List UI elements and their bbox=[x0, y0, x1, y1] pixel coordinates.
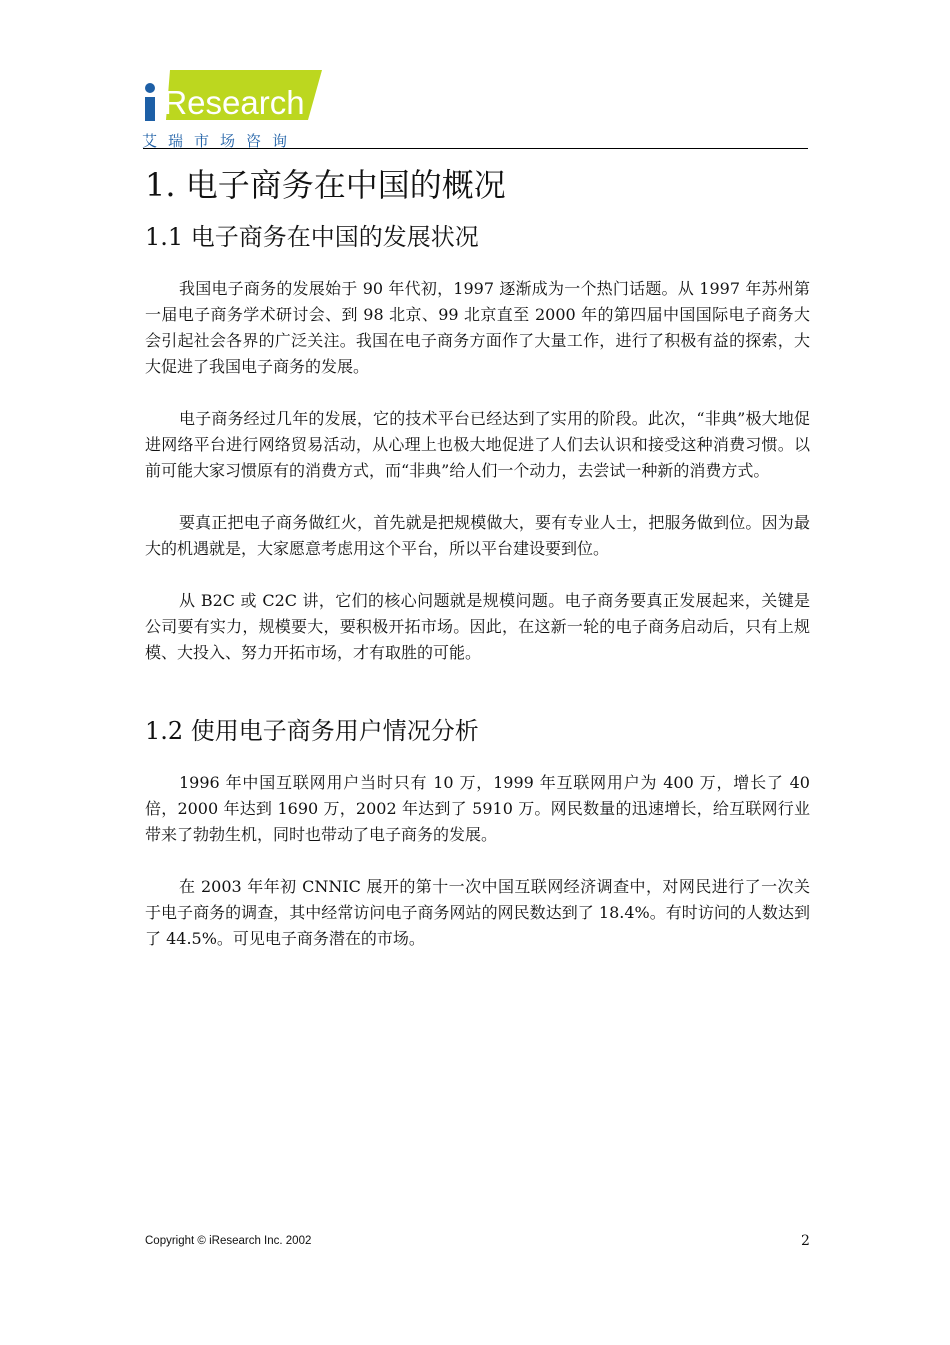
footer-copyright: Copyright © iResearch Inc. 2002 bbox=[145, 1235, 312, 1247]
logo-dot bbox=[145, 83, 155, 93]
section-1-2-title: 1.2 使用电子商务用户情况分析 bbox=[145, 717, 479, 745]
iresearch-logo-graphic bbox=[140, 68, 330, 150]
paragraph: 电子商务经过几年的发展，它的技术平台已经达到了实用的阶段。此次，“非典”极大地促进网络平台进行网络贸易活动，从心理上也极大地促进了人们去认识和接受这种消费习惯。以前可能大家习惯原有的消费方式，而“非典”给人们一个动力，去尝试一种新的消费方式。 bbox=[145, 409, 810, 480]
paragraph: 我国电子商务的发展始于 90 年代初，1997 逐渐成为一个热门话题。从 1997 年苏州第一届电子商务学术研讨会、到 98 北京、99 北京直至 2000 年的第四届中国国际电子商务大会引起社会各界的广泛关注。我国在电子商务方面作了大量工作，进行了积极有益的探索，大大促进了我国电子商务的发展。 bbox=[145, 279, 810, 376]
paragraph: 要真正把电子商务做红火，首先就是把规模做大，要有专业人士，把服务做到位。因为最大的机遇就是，大家愿意考虑用这个平台，所以平台建设要到位。 bbox=[145, 513, 810, 558]
logo-wordmark: iResearch bbox=[156, 84, 305, 121]
section-1-1-title: 1.1 电子商务在中国的发展状况 bbox=[145, 223, 479, 251]
iresearch-logo bbox=[140, 68, 330, 150]
paragraph: 在 2003 年年初 CNNIC 展开的第十一次中国互联网经济调查中，对网民进行了一次关于电子商务的调查，其中经常访问电子商务网站的网民数达到了 18.4%。有时访问的人数达到了 44.5%。可见电子商务潜在的市场。 bbox=[145, 877, 810, 948]
page-number: 2 bbox=[801, 1233, 810, 1249]
document-body bbox=[145, 166, 810, 978]
header-divider bbox=[143, 148, 808, 149]
logo-subtitle: 艾瑞市场咨询 bbox=[142, 132, 299, 150]
paragraph: 从 B2C 或 C2C 讲，它们的核心问题就是规模问题。电子商务要真正发展起来，关键是公司要有实力，规模要大，要积极开拓市场。因此，在这新一轮的电子商务启动后，只有上规模、大投入、努力开拓市场，才有取胜的可能。 bbox=[145, 591, 810, 662]
paragraph: 1996 年中国互联网用户当时只有 10 万，1999 年互联网用户为 400 万，增长了 40 倍，2000 年达到 1690 万，2002 年达到了 5910 万。网民数量的迅速增长，给互联网行业带来了勃勃生机，同时也带动了电子商务的发展。 bbox=[145, 773, 810, 844]
logo-i-stem bbox=[145, 97, 155, 121]
section-1-title: 1. 电子商务在中国的概况 bbox=[145, 166, 506, 204]
